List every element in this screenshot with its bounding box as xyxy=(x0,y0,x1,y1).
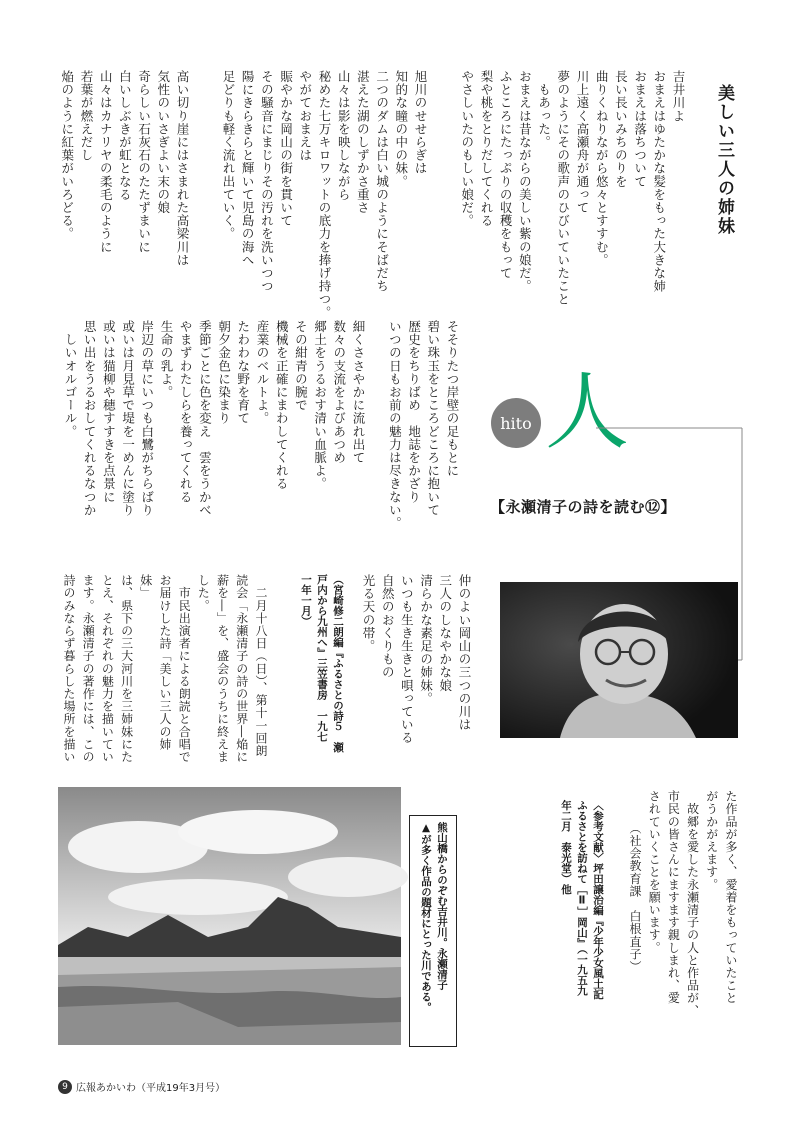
poem-stanza-1: 吉井川よ おまえはゆたかな髪をもった大きな姉 おまえは落ちついて 長い長いみちのりを 曲りくねりながら悠々とすすむ。 川上遠く高瀬舟が通って 夢のようにその歌声のひびいていたこと もあった。 おまえは昔ながらの美しい紫の娘だ。 ふところにたっぷりの収穫をもって 梨や桃をとりだしてくれる やさしいたのもしい娘だ。 xyxy=(459,70,686,306)
page-footer xyxy=(58,1079,225,1094)
page-number: 9 xyxy=(58,1080,72,1094)
series-title: 【永瀬清子の詩を読む⑫】 xyxy=(490,498,677,516)
portrait-image xyxy=(500,582,738,738)
photo-caption: 熊山橋からのぞむ吉井川。永瀬清子 ▲が多く作品の題材にとった川である。 xyxy=(420,822,448,1013)
publication-name: 広報あかいわ（平成19年3月号） xyxy=(76,1083,226,1094)
poem-stanza-3: 高い切り崖にはさまれた高梁川は 気性のいさぎよい末の娘 奇らしい石灰石のたたずまいに 白いしぶきが虹となる 山々はカナリヤの柔毛のように 若葉が燃えだし 焔のように紅葉がいろどる。 xyxy=(59,70,190,267)
poem-stanza-2: 旭川のせせらぎは 知的な瞳の中の妹。 二つのダムは白い城のようにそばだち 湛えた湖のしずかさ重さ 山々は影を映しながら 秘めた七万キロワットの底力を捧げ持つ。 やがておまえは 賑やかな岡山の街を貫いて その騒音にまじりその汚れを洗いつつ 陽にきらきらと輝いて児島の海へ 足どりも軽く流れ出ていく。 xyxy=(220,70,428,319)
hito-kanji-label: 人 xyxy=(545,363,630,461)
poem-source: （宮崎修二朗編『ふるさとの詩５ 瀬 戸内から九州へ』三笠書房 一九七 一年一月） xyxy=(300,574,344,753)
river-photo xyxy=(58,787,401,1045)
hito-label-circle xyxy=(491,398,541,448)
poem-stanza-5: 細くささやかに流れ出て 数々の支流をよびあつめ 郷土をうるおす清い血脈よ。 その紺青の腕で 機械を正確にまわしてくれる 産業のベルトよ。 たわわな野を育て 朝夕金色に染まり 季節ごとに色を変え 雲をうかべ やまずわたしらを養ってくれる 生命の乳よ。 岸辺の草にいつも白鷺がちらばり 或いは月見草で堤を一めんに塗り 或いは猫柳や穂すすきを点景に 思い出をうるおしてくれるなつか しいオルゴール。 xyxy=(62,320,366,517)
poem-stanza-4: そそりたつ岸壁の足もとに 碧い珠玉をところどころに抱いて 歴史をちりばめ 地誌をかざり いつの日もお前の魅力は尽きない。 xyxy=(387,320,460,530)
portrait-photo xyxy=(500,582,738,738)
hito-latin-label: hito xyxy=(500,413,532,433)
poem-stanza-6: 仲のよい岡山の三つの川は 三人のしなやかな娘 清らかな素足の姉妹。 いつも生き生きと唄っている 自然のおくりもの 光る天の帯。 xyxy=(360,574,472,745)
river-landscape-image xyxy=(58,787,401,1045)
article-references: 〈参考文献〉坪田譲治編『少年少女風土記 ふるさとを訪ねて［Ⅱ］岡山』（一九五九 年二月 泰光堂）他 xyxy=(560,800,604,1000)
article-body-1: 二月十八日（日）、第十一回朗 読会「永瀬清子の詩の世界―焔に 薪を―」を、盛会のうちに終えま した。 市民出演者による朗読と合唱で お届けした詩「美しい三人の姉妹」 は、県下の三大河川を三姉妹にた とえ、それぞれの魅力を描いてい ます。永瀬清子の著作には、この 詩のみならず暮らした場所を描い xyxy=(61,574,268,763)
poem-title: 美しい三人の姉妹 xyxy=(714,84,734,236)
article-body-2: た作品が多く、愛着をもっていたこと がうかがえます。 故郷を愛した永瀬清子の人と作品が、 市民の皆さんにますます親しまれ、愛 されていくことを願います。 （社会教育課 白根直子） xyxy=(627,790,738,1017)
photo-caption-box xyxy=(409,815,457,1047)
